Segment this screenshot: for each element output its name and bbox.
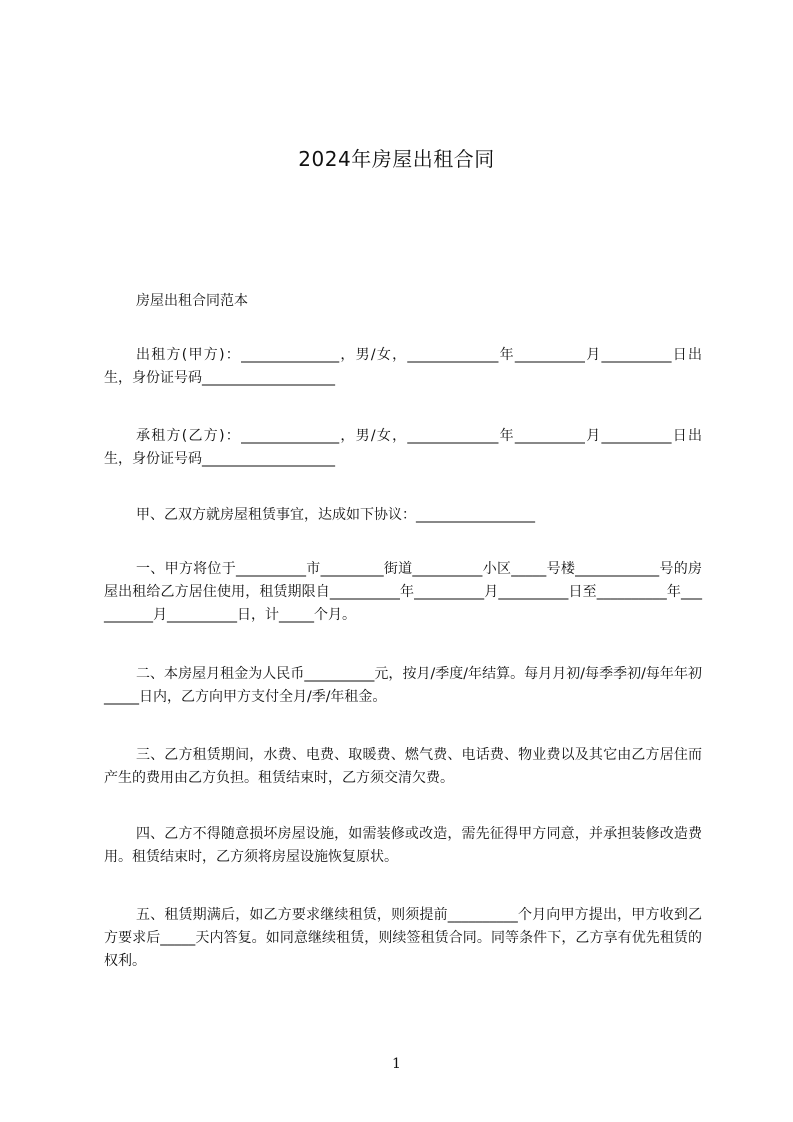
page-number: 1	[392, 1056, 401, 1072]
lessee-party-paragraph: 承租方(乙方)：______________，男/女，_____________年__________月__________日出生，身份证号码___________________	[104, 428, 702, 467]
clause-3-fees-paragraph: 三、乙方租赁期间，水费、电费、取暖费、燃气费、电话费、物业费以及其它由乙方居住而产生的费用由乙方负担。租赁结束时，乙方须交清欠费。	[104, 747, 702, 786]
document-title: 2024年房屋出租合同	[298, 147, 495, 171]
clause-2-rent-paragraph: 二、本房屋月租金为人民币__________元，按月/季度/年结算。每月月初/每季季初/每年年初_____日内，乙方向甲方支付全月/季/年租金。	[104, 666, 702, 705]
clause-4-facilities-paragraph: 四、乙方不得随意损坏房屋设施，如需装修或改造，需先征得甲方同意，并承担装修改造费用。租赁结束时，乙方须将房屋设施恢复原状。	[104, 826, 702, 865]
clause-5-renewal-paragraph: 五、租赁期满后，如乙方要求继续租赁，则须提前__________个月向甲方提出，甲方收到乙方要求后_____天内答复。如同意继续租赁，则续签租赁合同。同等条件下，乙方享有优先租赁的权利。	[104, 907, 702, 969]
clause-1-property-paragraph: 一、甲方将位于__________市_________街道__________小区_____号楼____________号的房屋出租给乙方居住使用，租赁期限自__________年__________月__________日至__________年__________月__________日，计_____个月。	[104, 561, 702, 623]
contract-subtitle: 房屋出租合同范本	[136, 293, 248, 309]
lessor-party-paragraph: 出租方(甲方)：______________，男/女，_____________年__________月__________日出生，身份证号码___________________	[104, 347, 702, 386]
agreement-intro-paragraph: 甲、乙双方就房屋租赁事宜，达成如下协议：_________________	[136, 507, 535, 523]
